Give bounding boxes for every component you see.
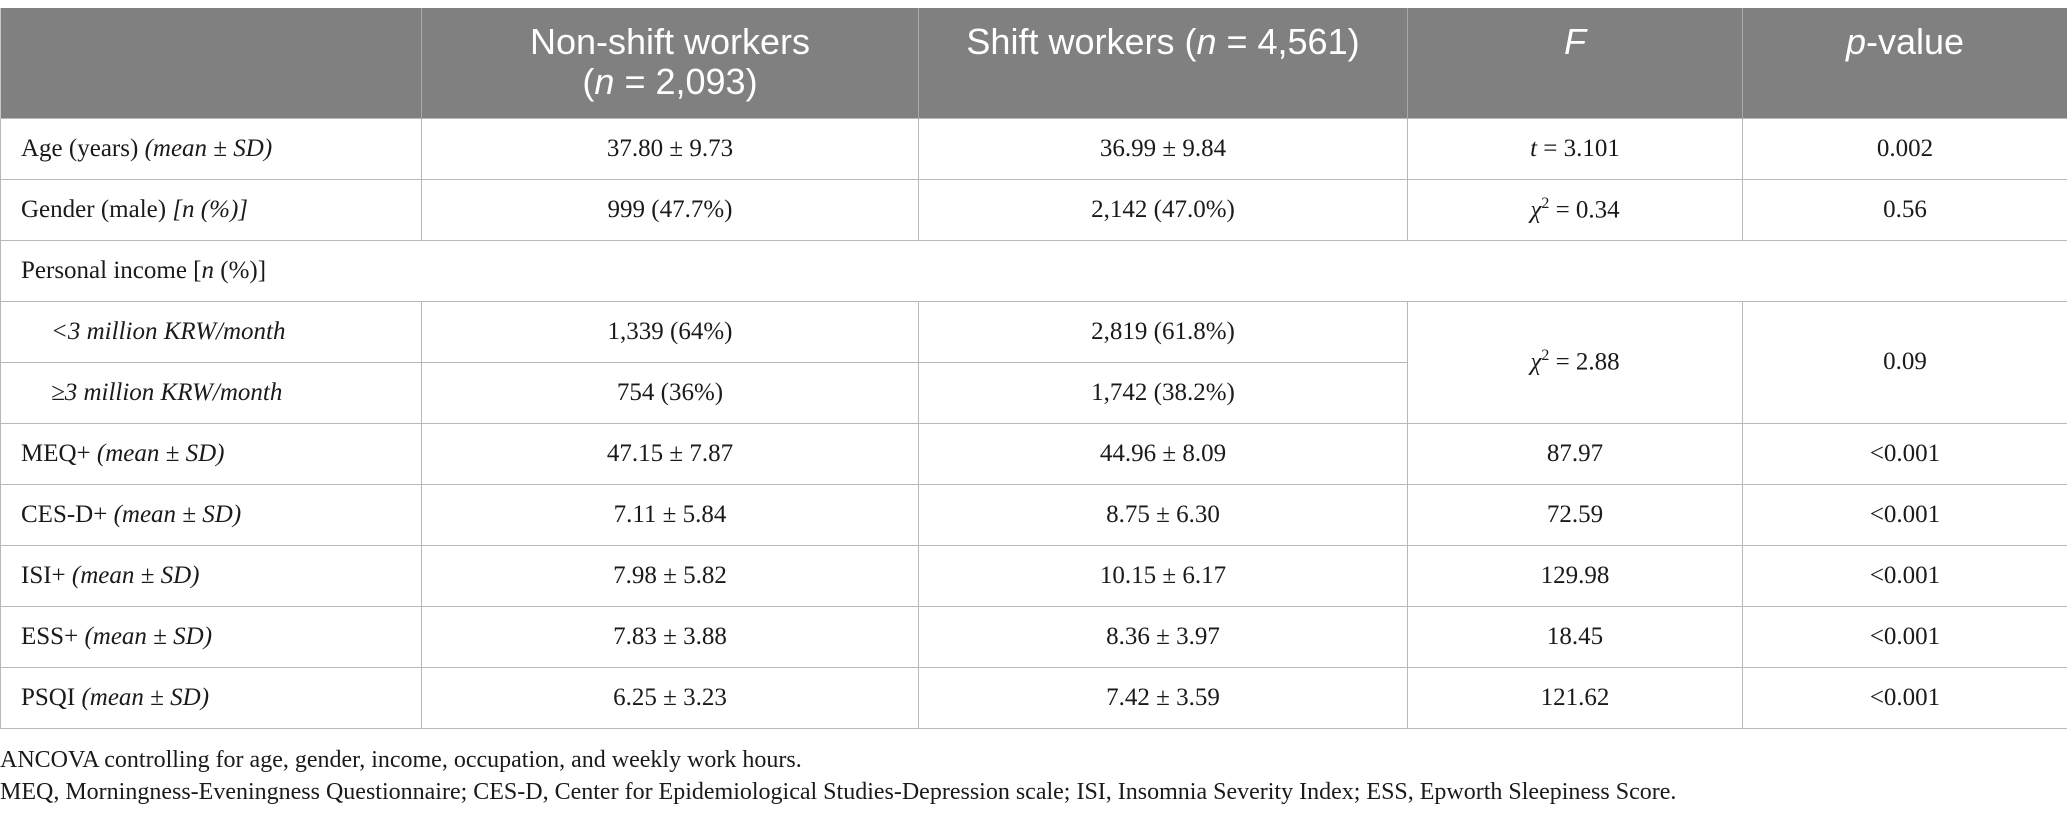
cell-stat (1408, 118, 1743, 179)
header-shift-count: = 4,561) (1216, 21, 1360, 62)
cell-p: <0.001 (1743, 606, 2067, 667)
row-label-text: MEQ+ (21, 439, 97, 467)
cell-shift: 7.42 ± 3.59 (919, 667, 1408, 728)
header-p-symbol: p (1845, 21, 1866, 62)
row-label-italic: (mean ± SD) (96, 439, 225, 467)
footnote-ancova: ANCOVA controlling for age, gender, income, occupation, and weekly work hours. (0, 747, 802, 773)
header-non-shift-title: Non-shift workers (529, 21, 811, 62)
table-row-meq (1, 423, 2067, 484)
row-label-italic: [n (%)] (172, 195, 248, 223)
header-shift (919, 8, 1408, 118)
row-label-italic: (mean ± SD) (144, 134, 273, 162)
cell-shift: 36.99 ± 9.84 (919, 118, 1408, 179)
row-label (1, 240, 2067, 301)
cell-shift: 8.75 ± 6.30 (919, 484, 1408, 545)
row-label (1, 423, 422, 484)
stat-value: = 3.101 (1537, 134, 1620, 162)
row-label (1, 667, 422, 728)
table-row-income-header (1, 240, 2067, 301)
cell-non-shift: 7.98 ± 5.82 (422, 545, 919, 606)
stat-value: = 0.34 (1549, 196, 1620, 224)
stat-symbol: χ (1530, 348, 1542, 376)
stat-value: = 2.88 (1549, 348, 1620, 376)
row-label-text: ISI+ (21, 561, 72, 589)
footnote-abbreviations: MEQ, Morningness-Eveningness Questionnaire; CES-D, Center for Epidemiological Studies-Depression scale; ISI, Insomnia Severity Index; ESS, Epworth Sleepiness Score. (0, 779, 1677, 805)
cell-non-shift: 7.11 ± 5.84 (422, 484, 919, 545)
row-label (1, 545, 422, 606)
stat-symbol: t (1530, 134, 1538, 162)
cell-non-shift: 1,339 (64%) (422, 301, 919, 362)
header-non-shift-n: n (594, 61, 615, 102)
cell-p: <0.001 (1743, 667, 2067, 728)
cell-stat: 72.59 (1408, 484, 1743, 545)
header-f (1408, 8, 1743, 118)
row-label-text: PSQI (21, 683, 82, 711)
row-label-n: n (201, 256, 215, 284)
row-label-text: Gender (male) (21, 195, 173, 223)
cell-stat: 18.45 (1408, 606, 1743, 667)
stat-symbol: χ (1530, 196, 1542, 224)
table-footnotes (0, 744, 1676, 808)
row-label-italic: (mean ± SD) (81, 683, 210, 711)
cell-shift: 44.96 ± 8.09 (919, 423, 1408, 484)
row-label-text: Personal income [ (21, 256, 202, 284)
cell-p: 0.002 (1743, 118, 2067, 179)
cell-stat (1408, 301, 1743, 423)
cell-stat: 121.62 (1408, 667, 1743, 728)
cell-non-shift: 754 (36%) (422, 362, 919, 423)
table-row-psqi (1, 667, 2067, 728)
cell-shift: 8.36 ± 3.97 (919, 606, 1408, 667)
header-non-shift-paren: ( (582, 61, 595, 102)
table-row-age (1, 118, 2067, 179)
row-label: <3 million KRW/month (1, 301, 422, 362)
comparison-table (0, 8, 2067, 729)
row-label (1, 606, 422, 667)
row-label (1, 179, 422, 240)
row-label-text: CES-D+ (21, 500, 114, 528)
row-label-text: ESS+ (21, 622, 85, 650)
cell-non-shift: 7.83 ± 3.88 (422, 606, 919, 667)
cell-shift: 10.15 ± 6.17 (919, 545, 1408, 606)
table-row-gender (1, 179, 2067, 240)
cell-p: <0.001 (1743, 423, 2067, 484)
cell-non-shift: 37.80 ± 9.73 (422, 118, 919, 179)
cell-non-shift: 47.15 ± 7.87 (422, 423, 919, 484)
row-label (1, 484, 422, 545)
header-non-shift-count: = 2,093) (614, 61, 758, 102)
row-label-italic: (mean ± SD) (84, 622, 213, 650)
cell-shift: 1,742 (38.2%) (919, 362, 1408, 423)
row-label-text: Age (years) (21, 134, 145, 162)
cell-p: 0.56 (1743, 179, 2067, 240)
cell-non-shift: 999 (47.7%) (422, 179, 919, 240)
header-shift-n: n (1196, 21, 1217, 62)
header-f-label: F (1564, 21, 1586, 62)
cell-p: 0.09 (1743, 301, 2067, 423)
header-p-rest: -value (1865, 21, 1965, 62)
table-row-ess (1, 606, 2067, 667)
cell-stat: 87.97 (1408, 423, 1743, 484)
stat-superscript: 2 (1541, 194, 1550, 212)
cell-stat: 129.98 (1408, 545, 1743, 606)
cell-shift: 2,819 (61.8%) (919, 301, 1408, 362)
header-shift-title: Shift workers ( (966, 21, 1197, 62)
cell-p: <0.001 (1743, 545, 2067, 606)
row-label-italic: (mean ± SD) (113, 500, 242, 528)
row-label-italic: (mean ± SD) (71, 561, 200, 589)
header-non-shift (422, 8, 919, 118)
header-p-value (1743, 8, 2067, 118)
data-table-container (0, 8, 2067, 729)
cell-non-shift: 6.25 ± 3.23 (422, 667, 919, 728)
table-row-income-low (1, 301, 2067, 362)
cell-shift: 2,142 (47.0%) (919, 179, 1408, 240)
table-row-isi (1, 545, 2067, 606)
row-label: ≥3 million KRW/month (1, 362, 422, 423)
header-row (1, 8, 2067, 118)
header-variable (1, 8, 422, 118)
cell-p: <0.001 (1743, 484, 2067, 545)
row-label-end: (%)] (214, 256, 267, 284)
stat-superscript: 2 (1541, 347, 1550, 365)
table-row-cesd (1, 484, 2067, 545)
cell-stat (1408, 179, 1743, 240)
row-label (1, 118, 422, 179)
